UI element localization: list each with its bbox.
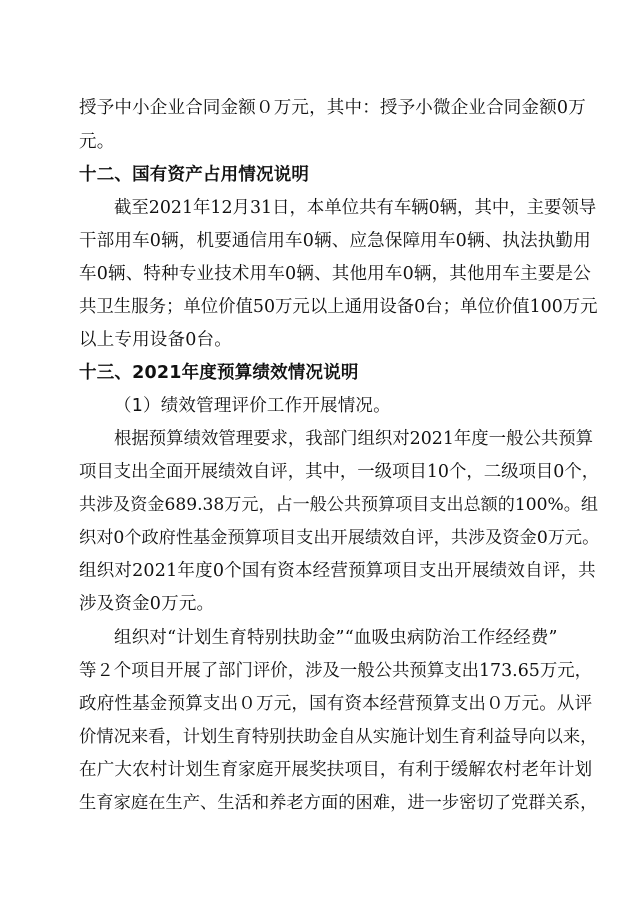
paragraph-line: 织对0个政府性基金预算项目支出开展绩效自评，共涉及资金0万元。 — [79, 528, 600, 548]
paragraph-line: 涉及资金0万元。 — [79, 594, 215, 614]
paragraph-line: 元。 — [79, 132, 115, 152]
paragraph-line: 等２个项目开展了部门评价，涉及一般公共预算支出173.65万元， — [79, 661, 593, 681]
paragraph-line: 组织对“计划生育特别扶助金”“血吸虫病防治工作经经费” — [114, 628, 558, 648]
paragraph-line: 项目支出全面开展绩效自评，其中，一级项目10个，二级项目0个， — [79, 462, 600, 482]
section-heading-performance: 十三、2021年度预算绩效情况说明 — [79, 363, 359, 383]
paragraph-line: 根据预算绩效管理要求，我部门组织对2021年度一般公共预算 — [114, 429, 594, 449]
paragraph-line: 组织对2021年度0个国有资本经营预算项目支出开展绩效自评，共 — [79, 561, 596, 581]
paragraph-line: 车0辆、特种专业技术用车0辆、其他用车0辆，其他用车主要是公 — [79, 264, 591, 284]
paragraph-line: 共卫生服务；单位价值50万元以上通用设备0台；单位价值100万元 — [79, 297, 598, 317]
paragraph-line: 截至2021年12月31日，本单位共有车辆0辆，其中，主要领导 — [114, 198, 597, 218]
paragraph-line: 干部用车0辆，机要通信用车0辆、应急保障用车0辆、执法执勤用 — [79, 231, 591, 251]
paragraph-line: 授予中小企业合同金额０万元，其中：授予小微企业合同金额0万 — [79, 98, 586, 118]
paragraph-line: 生育家庭在生产、生活和养老方面的困难，进一步密切了党群关系， — [79, 793, 598, 813]
paragraph-line: 共涉及资金689.38万元，占一般公共预算项目支出总额的100%。组 — [79, 495, 598, 515]
subsection-heading: （1）绩效管理评价工作开展情况。 — [114, 396, 391, 416]
section-heading-assets: 十二、国有资产占用情况说明 — [79, 165, 310, 185]
paragraph-line: 在广大农村计划生育家庭开展奖扶项目，有利于缓解农村老年计划 — [79, 760, 593, 780]
paragraph-line: 价情况来看，计划生育特别扶助金自从实施计划生育利益导向以来， — [79, 727, 598, 747]
paragraph-line: 政府性基金预算支出０万元，国有资本经营预算支出０万元。从评 — [79, 694, 593, 714]
paragraph-line: 以上专用设备0台。 — [79, 330, 232, 350]
